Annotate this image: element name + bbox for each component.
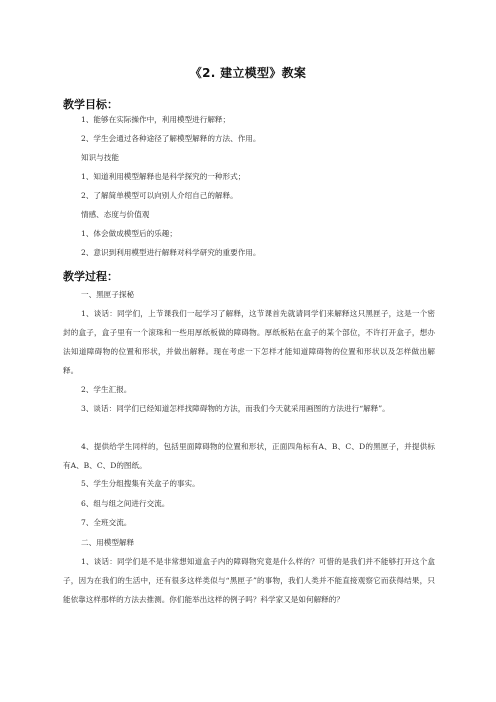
- process-paragraph: 1、谈话：同学们是不是非常想知道盒子内的障碍物究竟是什么样的？可惜的是我们并不能够打开这个盒子，因为在我们的生活中，还有很多这样类似与“黑匣子”的事物，我们人类并不能直接观察它而获得结果，只能依靠这样那样的方法去推测。你们能举出这样的例子吗？科学家又是如何解释的？: [63, 557, 435, 604]
- process-line: 6、组与组之间进行交流。: [81, 499, 170, 508]
- document-title: 《2. 建立模型》教案: [189, 66, 307, 80]
- objective-line: 1、体会做成模型后的乐趣；: [81, 229, 177, 238]
- objective-line: 2、意识到利用模型进行解释对科学研究的重要作用。: [81, 248, 261, 257]
- objective-line: 2、学生会通过各种途径了解模型解释的方法、作用。: [81, 134, 261, 143]
- process-paragraph: 4、提供给学生同样的，包括里面障碍物的位置和形状，正面四角标有A、B、C、D的黑匣子，并提供标有A、B、C、D的图纸。: [63, 442, 435, 470]
- objectives-heading: 教学目标：: [63, 98, 118, 111]
- section-heading: 二、用模型解释: [81, 538, 135, 547]
- process-line: 2、学生汇报。: [81, 385, 132, 394]
- process-paragraph: 3、谈话：同学们已经知道怎样找障碍物的方法，而我们今天就采用画图的方法进行“解释”。: [81, 404, 390, 413]
- objective-line: 1、能够在实际操作中，利用模型进行解释；: [81, 115, 231, 124]
- objective-line: 1、知道利用模型解释也是科学探究的一种形式；: [81, 172, 246, 181]
- objective-subheading: 知识与技能: [81, 153, 119, 162]
- process-line: 7、全班交流。: [81, 518, 132, 527]
- process-heading: 教学过程：: [63, 270, 118, 283]
- process-line: 5、学生分组搜集有关盒子的事实。: [81, 479, 200, 488]
- objective-line: 2、了解简单模型可以向别人介绍自己的解释。: [81, 191, 238, 200]
- process-paragraph: 1、谈话：同学们，上节课我们一起学习了解释，这节课首先就请同学们来解释这只黑匣子，这是一个密封的盒子，盒子里有一个滚珠和一些用厚纸板做的障碍物。厚纸板粘在盒子的某个部位，不许打开盒子，想办法知道障碍物的位置和形状，并做出解释。现在考虑一下怎样才能知道障碍物的位置和形状以及怎样做出解释。: [63, 309, 435, 375]
- objective-subheading: 情感、态度与价值观: [81, 210, 150, 219]
- section-heading: 一、黑匣子探秘: [81, 290, 135, 299]
